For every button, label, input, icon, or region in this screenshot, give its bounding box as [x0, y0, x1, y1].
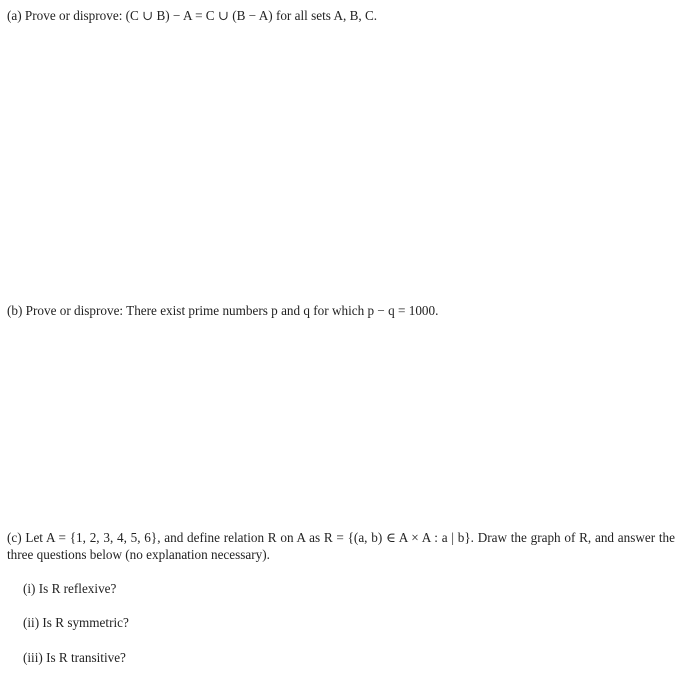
question-c-i: (i) Is R reflexive?	[23, 581, 117, 596]
question-c-iii: (iii) Is R transitive?	[23, 650, 126, 665]
problem-a: (a) Prove or disprove: (C ∪ B) − A = C ∪ (B − A) for all sets A, B, C.	[7, 8, 378, 23]
question-c-ii: (ii) Is R symmetric?	[23, 615, 129, 630]
problem-b: (b) Prove or disprove: There exist prime numbers p and q for which p − q = 1000.	[7, 303, 439, 318]
problem-c: (c) Let A = {1, 2, 3, 4, 5, 6}, and define relation R on A as R = {(a, b) ∈ A × A : a | b}. Draw the graph of R, and answer the three questions below (no explanation necessary).	[7, 530, 675, 562]
